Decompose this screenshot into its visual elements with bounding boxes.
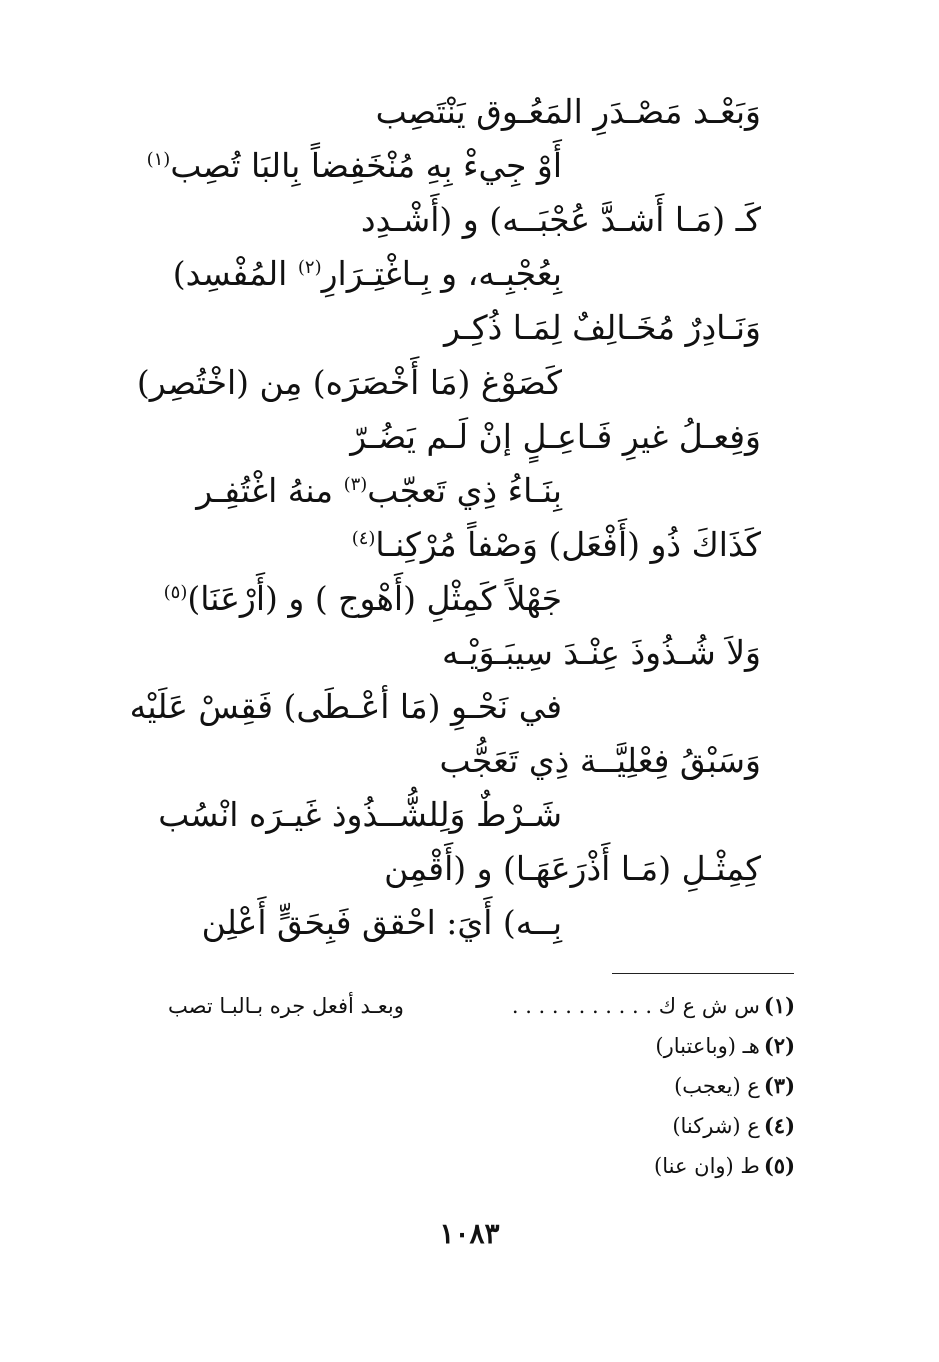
footnote-divider (612, 973, 794, 974)
footnote-number: (٥) (763, 1153, 795, 1178)
verse-text: في نَحْـوِ (مَا أعْـطَى) فَقِسْ عَلَيْه (129, 687, 562, 726)
verse-line-12 (129, 685, 562, 729)
footnote-text: س ش ع ك . . . . . . . . . . . (511, 994, 760, 1018)
verse-line-4 (168, 252, 562, 296)
verse-text: وَلاَ شُـذُوذَ عِنْـدَ سِيبَـوَيْـه (442, 633, 761, 672)
page-number: ١٠٨٣ (439, 1217, 500, 1250)
verse-text-end: منهُ اغْتُفِـر (196, 471, 334, 510)
verse-text: بِعُجْبِـه، و بِـاغْتِـرَارِ (321, 254, 562, 293)
verse-text: كَصَوْغ (مَا أَخْصَرَه) مِن (اخْتُصِر) (136, 363, 562, 402)
footnote-marker: (٤) (351, 528, 376, 549)
verse-line-11 (178, 631, 761, 675)
footnote-text: هـ (وباعتبار) (655, 1034, 760, 1058)
footnote-text: ع (شركنا) (672, 1114, 760, 1138)
verse-text-end: المُفْسِد) (172, 254, 288, 293)
verse-line-9 (178, 523, 761, 567)
footnote-1 (168, 992, 795, 1020)
footnote-2 (655, 1032, 795, 1060)
footnote-3 (674, 1072, 795, 1100)
footnote-number: (٣) (763, 1073, 795, 1098)
verse-text: بِــه) أَيَ: احْقق فَبِحَقٍّ أَعْلِن (201, 903, 562, 942)
footnote-marker: (٢) (297, 257, 322, 278)
verse-line-1 (178, 90, 761, 134)
verse-text: شَـرْطٌ وَلِلشُّــذُوذ غَيـرَه انْسُب (158, 795, 562, 834)
verse-line-16 (168, 901, 562, 945)
verse-text: جَهْلاً كَمِثْلِ (أَهْوج ) و (أَرْعَنَا) (187, 579, 562, 618)
verse-line-13 (178, 739, 761, 783)
verse-line-6 (136, 361, 562, 405)
verse-line-8 (168, 469, 562, 513)
footnote-text: ع (يعجب) (674, 1074, 760, 1098)
footnote-5 (654, 1152, 795, 1180)
verse-line-7 (178, 415, 761, 459)
verse-line-5 (178, 306, 761, 350)
verse-text: وَفِعـلُ غيرِ فَـاعِـلٍ إنْ لَـم يَضُـرّ (350, 417, 761, 456)
footnote-marker: (٣) (343, 474, 368, 495)
verse-text: وَبَعْـد مَصْـدَرِ المَعُـوق يَنْتَصِب (375, 92, 761, 131)
footnote-1-main (512, 992, 795, 1020)
verse-line-15 (178, 847, 761, 891)
footnote-variant-text: وبعـد أفعل جره بـالبـا تصب (168, 994, 404, 1018)
verse-line-3 (178, 198, 761, 242)
verse-text: بِنَـاءُ ذِي تَعجّب (367, 471, 562, 510)
footnote-number: (٤) (763, 1113, 795, 1138)
verse-text: كَذَاكَ ذُو (أَفْعَل) وَصْفاً مُرْكِنـا (375, 525, 761, 564)
verse-line-10 (163, 577, 562, 621)
verse-line-2 (146, 144, 562, 188)
footnote-4 (672, 1112, 795, 1140)
verse-text: كِمِثْـلِ (مَـا أَذْرَعَهَـا) و (أَقْمِن (384, 849, 761, 888)
verse-line-14 (158, 793, 562, 837)
footnote-number: (٢) (763, 1033, 795, 1058)
footnote-text: ط (وان عنا) (654, 1154, 760, 1178)
footnote-marker: (٥) (163, 582, 188, 603)
footnote-number: (١) (763, 993, 795, 1018)
verse-text: وَنَـادِرٌ مُخَـالِفٌ لِمَـا ذُكِـر (444, 308, 761, 347)
verse-text: أَوْ جِيءْ بِهِ مُنْخَفِضاً بِالبَا تُصِب (170, 146, 562, 185)
footnote-marker: (١) (146, 149, 171, 170)
verse-text: كَـ (مَـا أَشـدَّ عُجْبَــه) و (أَشْـدِد (360, 200, 761, 239)
verse-text: وَسَبْقُ فِعْلِيَّــة ذِي تَعَجُّب (439, 741, 761, 780)
